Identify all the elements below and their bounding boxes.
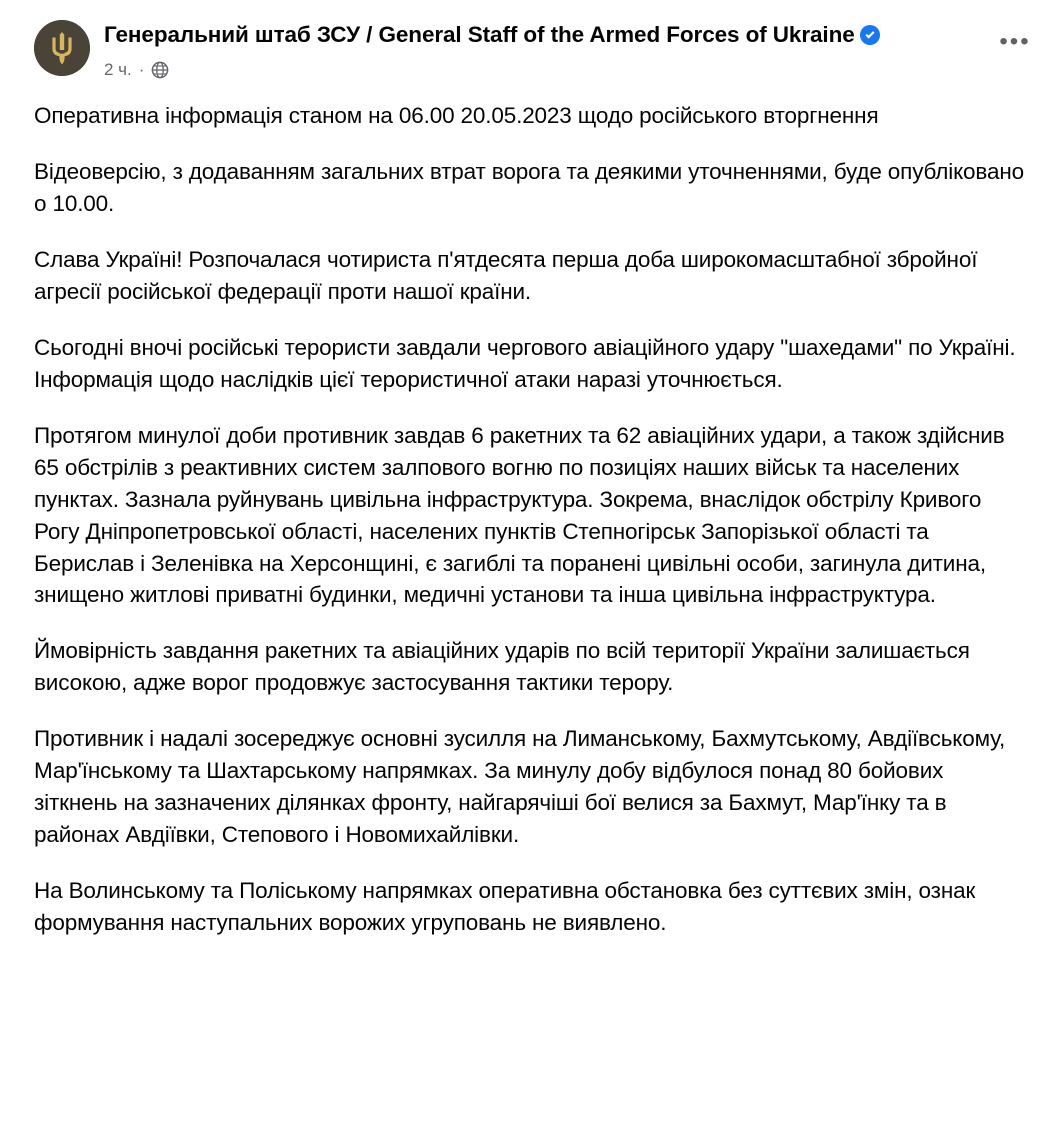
ukraine-trident-avatar-icon [34, 20, 90, 76]
post-paragraph: Оперативна інформація станом на 06.00 20.05.2023 щодо російського вторгнення [34, 103, 879, 129]
post-paragraph: Слава Україні! Розпочалася чотириста п'ятдесята перша доба широкомасштабної збройної агресії російської федерації проти нашої країни. [34, 247, 978, 304]
post-options-button[interactable]: ••• [999, 28, 1031, 55]
meta-separator: · [138, 60, 145, 80]
post-timestamp[interactable]: 2 ч. [104, 59, 132, 79]
post-header [24, 14, 1037, 82]
post-paragraph: Сьогодні вночі російські терористи завдали чергового авіаційного удару "шахедами" по Україні. Інформація щодо наслідків цієї терористичної атаки наразі уточнюється. [34, 334, 1016, 392]
verified-badge-icon [860, 24, 880, 53]
post-paragraph: Ймовірність завдання ракетних та авіаційних ударів по всій території України залишається високою, адже ворог продовжує застосування тактики терору. [34, 638, 970, 696]
post-paragraph: Відеоверсію, з додаванням загальних втрат ворога та деякими уточненнями, буде опубліковано о 10.00. [34, 159, 1024, 217]
post-author-block [104, 20, 979, 80]
post-text [24, 82, 1037, 939]
post-paragraph: Противник і надалі зосереджує основні зусилля на Лиманському, Бахмутському, Авдіївському, Мар'їнському та Шахтарському напрямках. За минулу добу відбулося понад 80 бойових зіткнень на зазначених ділянках фронту, найгарячіші бої велися за Бахмут, Мар'їнку та в районах Авдіївки, Степового і Новомихайлівки. [34, 726, 1006, 848]
post-meta [104, 60, 979, 80]
post-paragraph: Протягом минулої доби противник завдав 6 ракетних та 62 авіаційних удари, а також здійснив 65 обстрілів з реактивних систем залпового вогню по позиціях наших військ та населених пунктах. Зазнала руйнувань цивільна інфраструктура. Зокрема, внаслідок обстрілу Кривого Рогу Дніпропетровської області, населених пунктів Степногірськ Запорізької області та Берислав і Зеленівка на Херсонщині, є загиблі та поранені цивільні особи, загинула дитина, знищено житлові приватні будинки, медичні установи та інша цивільна інфраструктура. [34, 422, 1005, 608]
post-paragraph: На Волинському та Поліському напрямках оперативна обстановка без суттєвих змін, ознак формування наступальних ворожих угруповань не виявлено. [34, 878, 976, 935]
globe-icon[interactable] [151, 61, 169, 79]
author-name[interactable]: Генеральний штаб ЗСУ / General Staff of the Armed Forces of Ukraine [104, 22, 855, 47]
avatar[interactable] [34, 20, 90, 76]
author-name-row [104, 21, 979, 53]
